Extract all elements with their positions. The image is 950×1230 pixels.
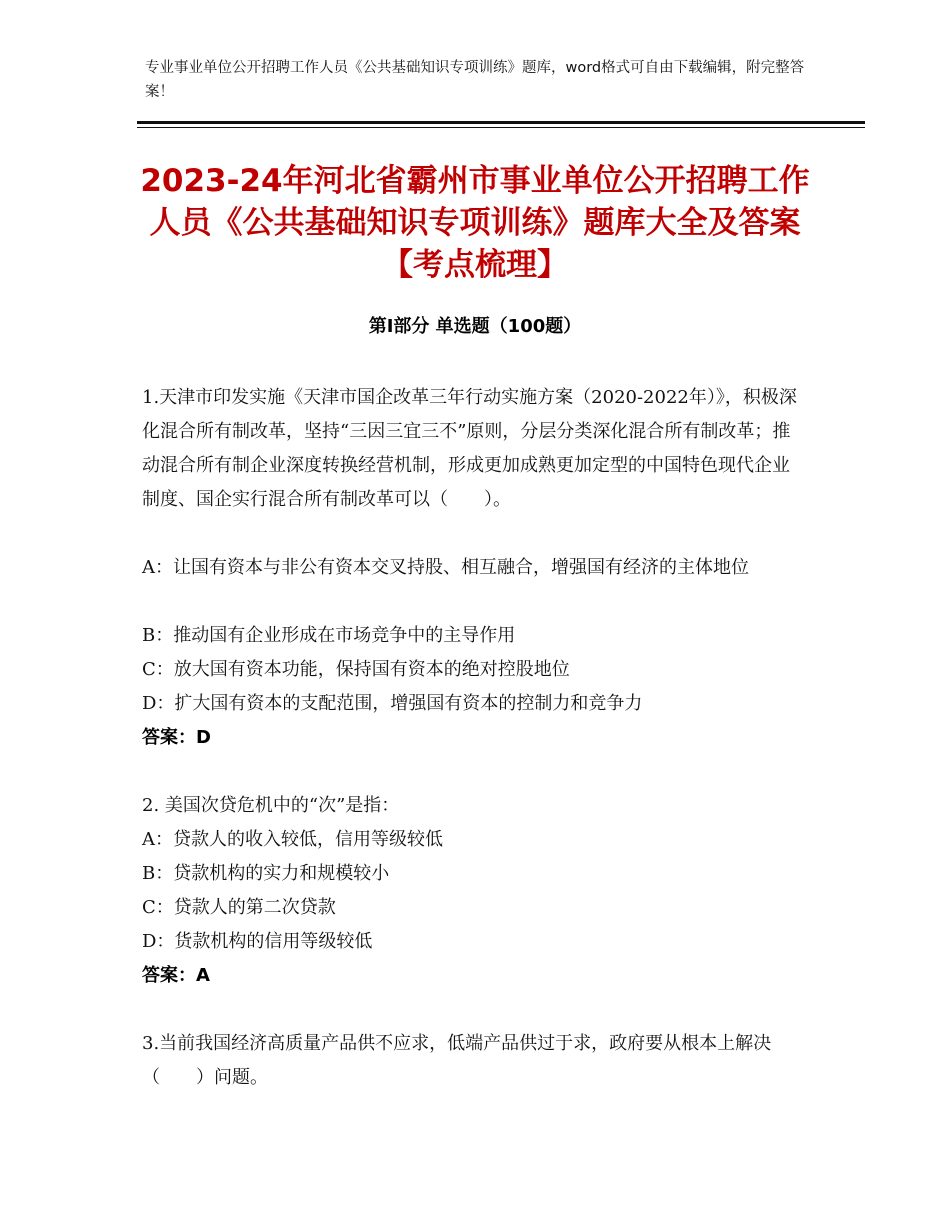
question-2-answer: 答案：A xyxy=(142,965,210,986)
header-rule-thin xyxy=(137,127,865,128)
question-1-option-d: D：扩大国有资本的支配范围，增强国有资本的控制力和竞争力 xyxy=(142,693,643,714)
document-title: 2023-24年河北省霸州市事业单位公开招聘工作人员《公共基础知识专项训练》题库大全及答案【考点梳理】 xyxy=(140,163,810,283)
question-1-option-b: B：推动国有企业形成在市场竞争中的主导作用 xyxy=(142,625,516,646)
question-3-text: 3.当前我国经济高质量产品供不应求，低端产品供过于求，政府要从根本上解决（ ）问题。 xyxy=(142,1033,772,1088)
question-2-option-a: A：贷款人的收入较低，信用等级较低 xyxy=(142,829,443,850)
section-title: 第Ⅰ部分 单选题（100题） xyxy=(368,316,582,337)
question-1-text: 1.天津市印发实施《天津市国企改革三年行动实施方案（2020-2022年）》，积极深化混合所有制改革，坚持“三因三宜三不”原则，分层分类深化混合所有制改革；推动混合所有制企业深度转换经营机制，形成更加成熟更加定型的中国特色现代企业制度、国企实行混合所有制改革可以（ ）。 xyxy=(142,387,797,510)
question-2-option-d: D：货款机构的信用等级较低 xyxy=(142,931,373,952)
question-1-option-c: C：放大国有资本功能，保持国有资本的绝对控股地位 xyxy=(142,659,570,680)
question-2-option-b: B：贷款机构的实力和规模较小 xyxy=(142,863,390,884)
question-1-option-a: A：让国有资本与非公有资本交叉持股、相互融合，增强国有经济的主体地位 xyxy=(142,557,749,578)
header-note: 专业事业单位公开招聘工作人员《公共基础知识专项训练》题库，word格式可自由下载编辑，附完整答案！ xyxy=(145,60,805,100)
question-1-answer: 答案：D xyxy=(142,727,211,748)
question-2-text: 2. 美国次贷危机中的“次”是指： xyxy=(142,795,400,816)
header-rule-thick xyxy=(137,121,865,124)
question-2-option-c: C：贷款人的第二次贷款 xyxy=(142,897,336,918)
